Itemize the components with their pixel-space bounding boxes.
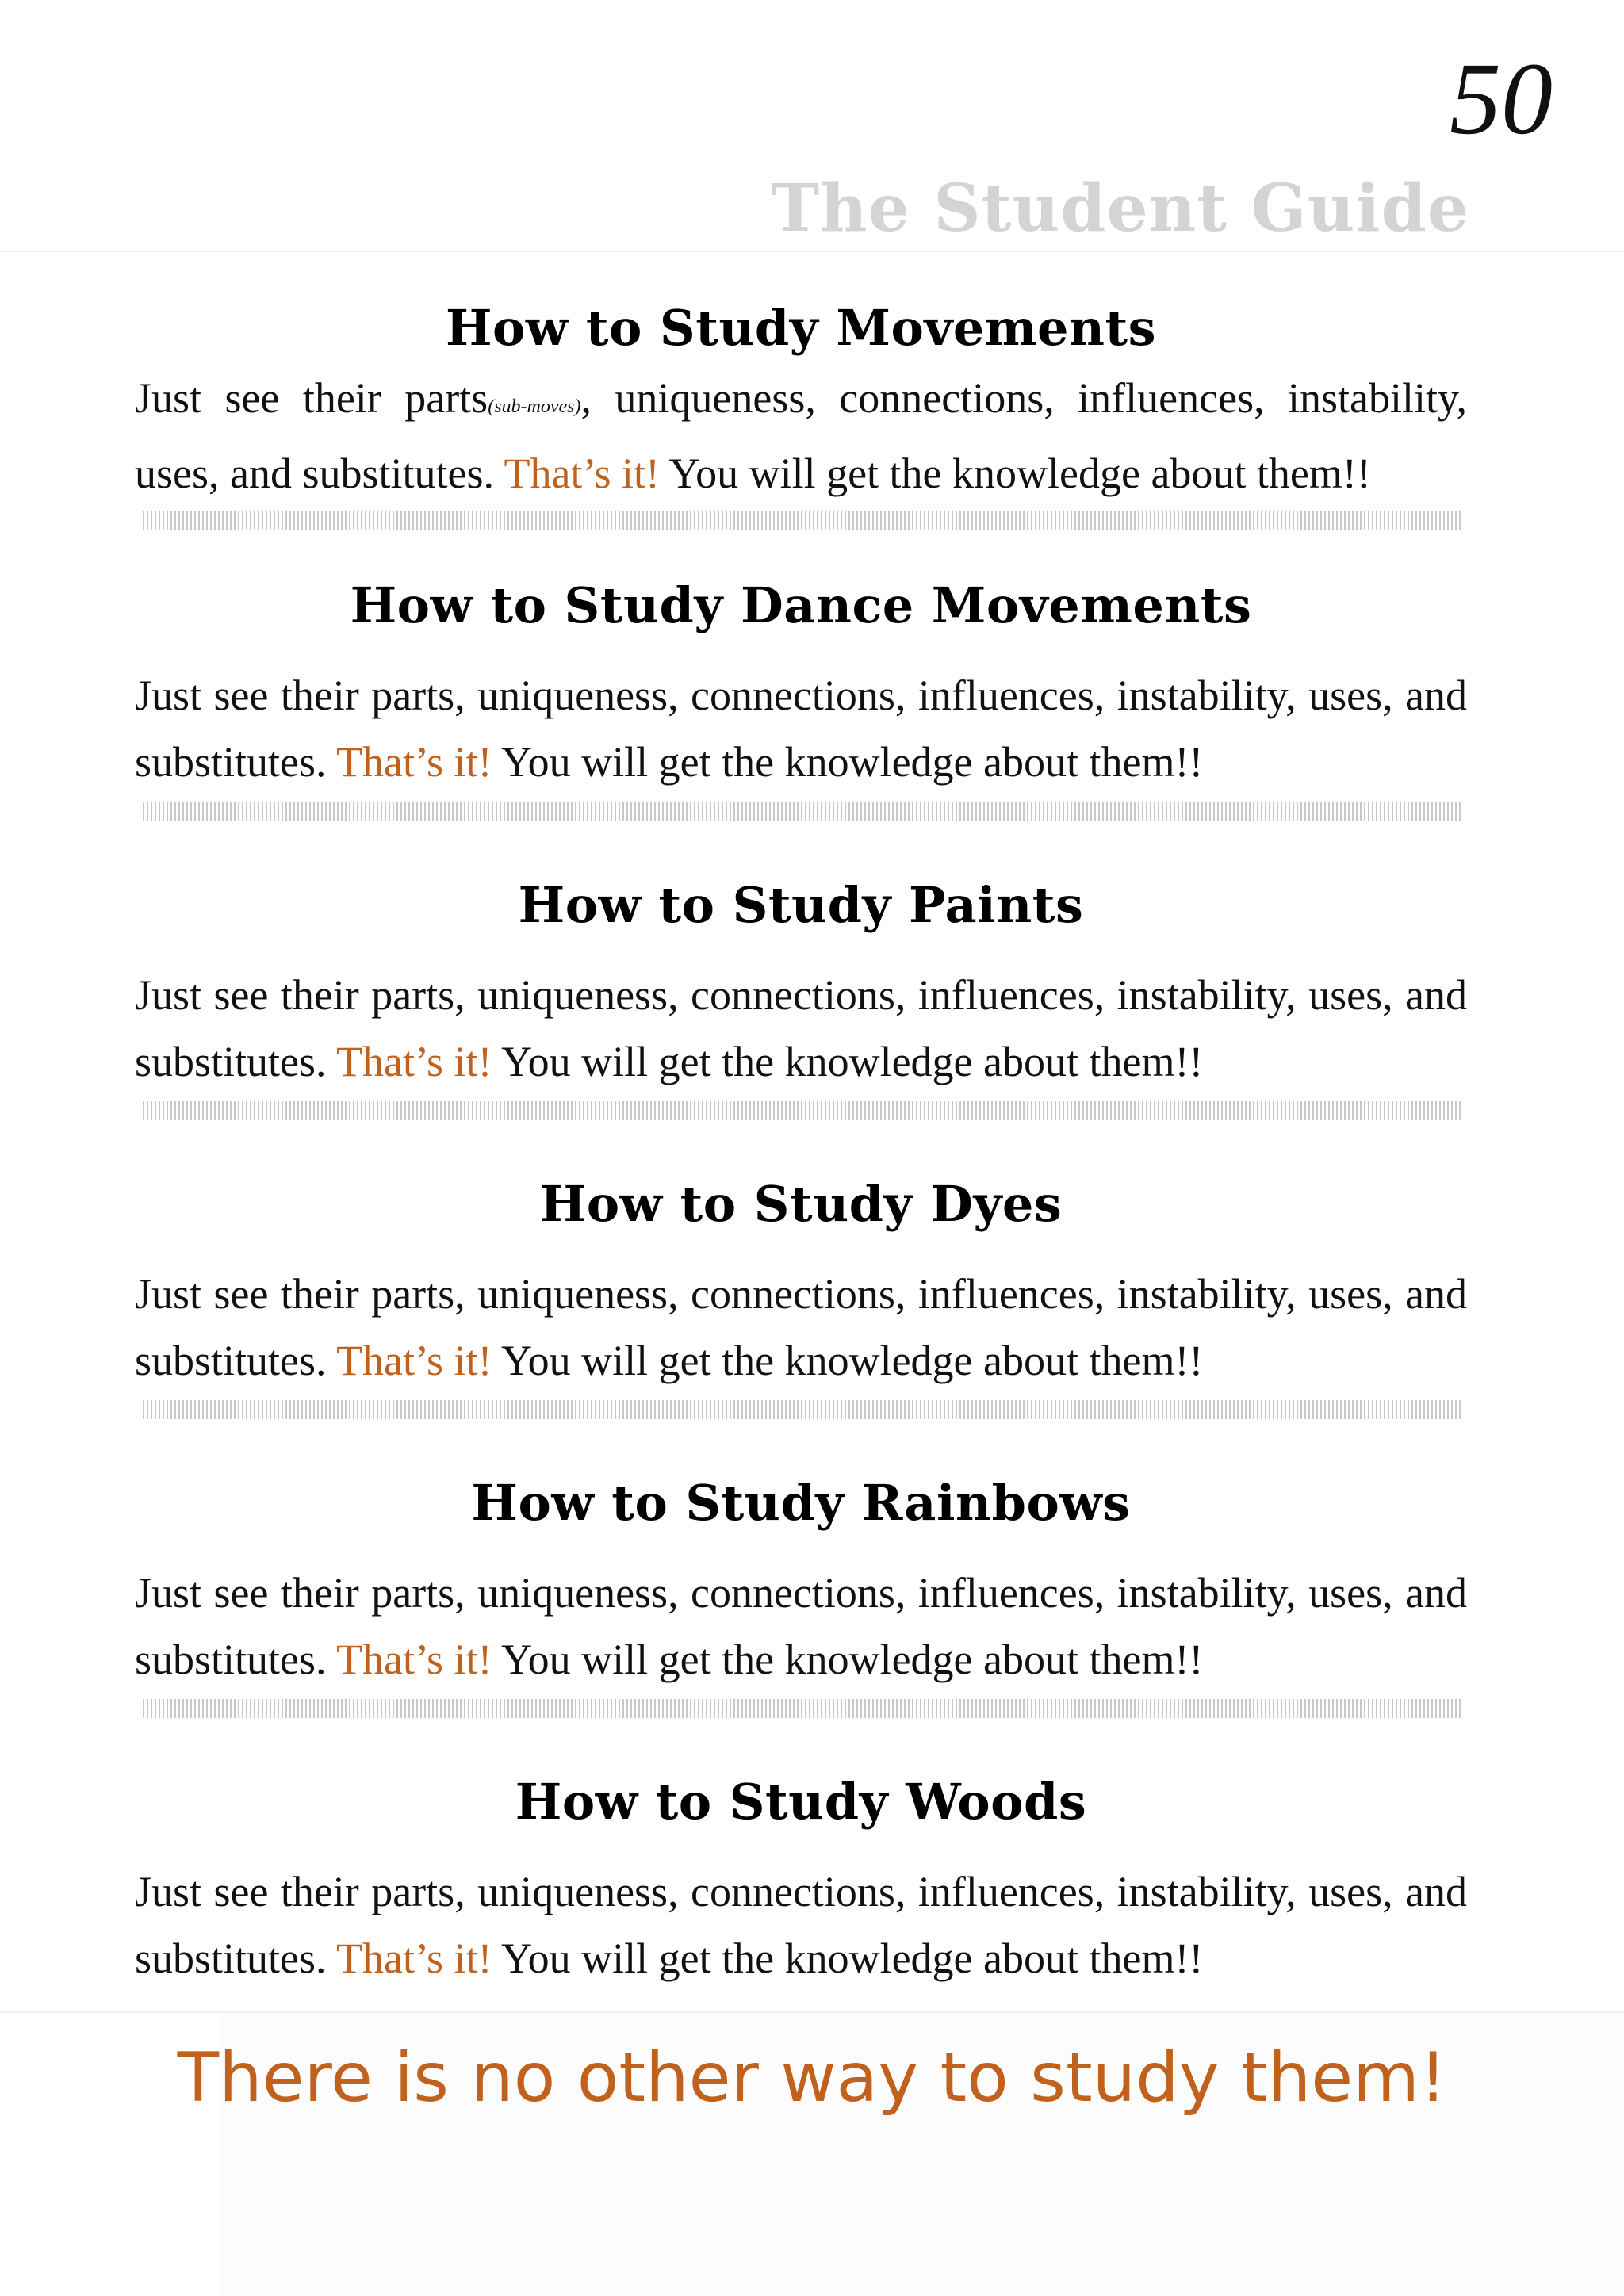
body-text: You will get the knowledge about them!!: [659, 450, 1371, 497]
highlight-text: That’s it!: [336, 738, 492, 786]
section-title: How to Study Dyes: [539, 1175, 1063, 1233]
body-text: Just see their parts, uniqueness, connections, influences, instability, uses, and substitutes.: [135, 1270, 1467, 1384]
header-divider: [0, 251, 1624, 252]
highlight-text: That’s it!: [336, 1636, 492, 1683]
section-body: [135, 1261, 1467, 1394]
highlight-text: That’s it!: [336, 1337, 492, 1384]
section-paints: [135, 876, 1467, 1120]
section-divider: [143, 1101, 1462, 1120]
section-divider: [143, 1400, 1462, 1419]
body-text: You will get the knowledge about them!!: [492, 1934, 1204, 1982]
body-text: Just see their parts, uniqueness, connections, influences, instability, uses, and substitutes.: [135, 971, 1467, 1085]
body-text: , uniqueness, connections, influences, instability, uses, and substitutes.: [135, 374, 1468, 497]
section-title: How to Study Rainbows: [471, 1474, 1131, 1532]
body-text: You will get the knowledge about them!!: [492, 738, 1204, 786]
running-head: The Student Guide: [771, 170, 1469, 247]
section-dyes: [135, 1175, 1467, 1419]
section-title: How to Study Dance Movements: [350, 576, 1252, 634]
section-body: [135, 1559, 1467, 1693]
section-title: How to Study Paints: [518, 876, 1084, 934]
section-title: How to Study Woods: [515, 1773, 1087, 1831]
section-divider: [143, 1699, 1462, 1718]
highlight-text: That’s it!: [336, 1934, 492, 1982]
section-body: [135, 1858, 1467, 1992]
section-title: How to Study Movements: [445, 299, 1157, 357]
body-text: You will get the knowledge about them!!: [492, 1038, 1204, 1085]
closing-statement: There is no other way to study them!: [177, 2038, 1447, 2118]
section-rainbows: [135, 1474, 1467, 1718]
section-movements: [135, 299, 1468, 530]
section-divider: [143, 802, 1462, 821]
body-text: Just see their parts, uniqueness, connections, influences, instability, uses, and substitutes.: [135, 1569, 1467, 1683]
section-dance-movements: [135, 576, 1467, 821]
page-number: 50: [1450, 42, 1553, 156]
highlight-text: That’s it!: [504, 450, 660, 497]
section-body: [135, 962, 1467, 1095]
sub-note: (sub-moves): [488, 396, 581, 417]
body-text: Just see their parts: [135, 374, 488, 422]
body-text: You will get the knowledge about them!!: [492, 1636, 1204, 1683]
section-body: [135, 365, 1467, 507]
body-text: You will get the knowledge about them!!: [492, 1337, 1204, 1384]
body-text: Just see their parts, uniqueness, connections, influences, instability, uses, and substitutes.: [135, 672, 1467, 786]
section-divider: [143, 511, 1462, 530]
body-text: Just see their parts, uniqueness, connections, influences, instability, uses, and substitutes.: [135, 1868, 1467, 1982]
section-body: [135, 662, 1467, 795]
section-woods: [135, 1773, 1467, 1992]
highlight-text: That’s it!: [336, 1038, 492, 1085]
